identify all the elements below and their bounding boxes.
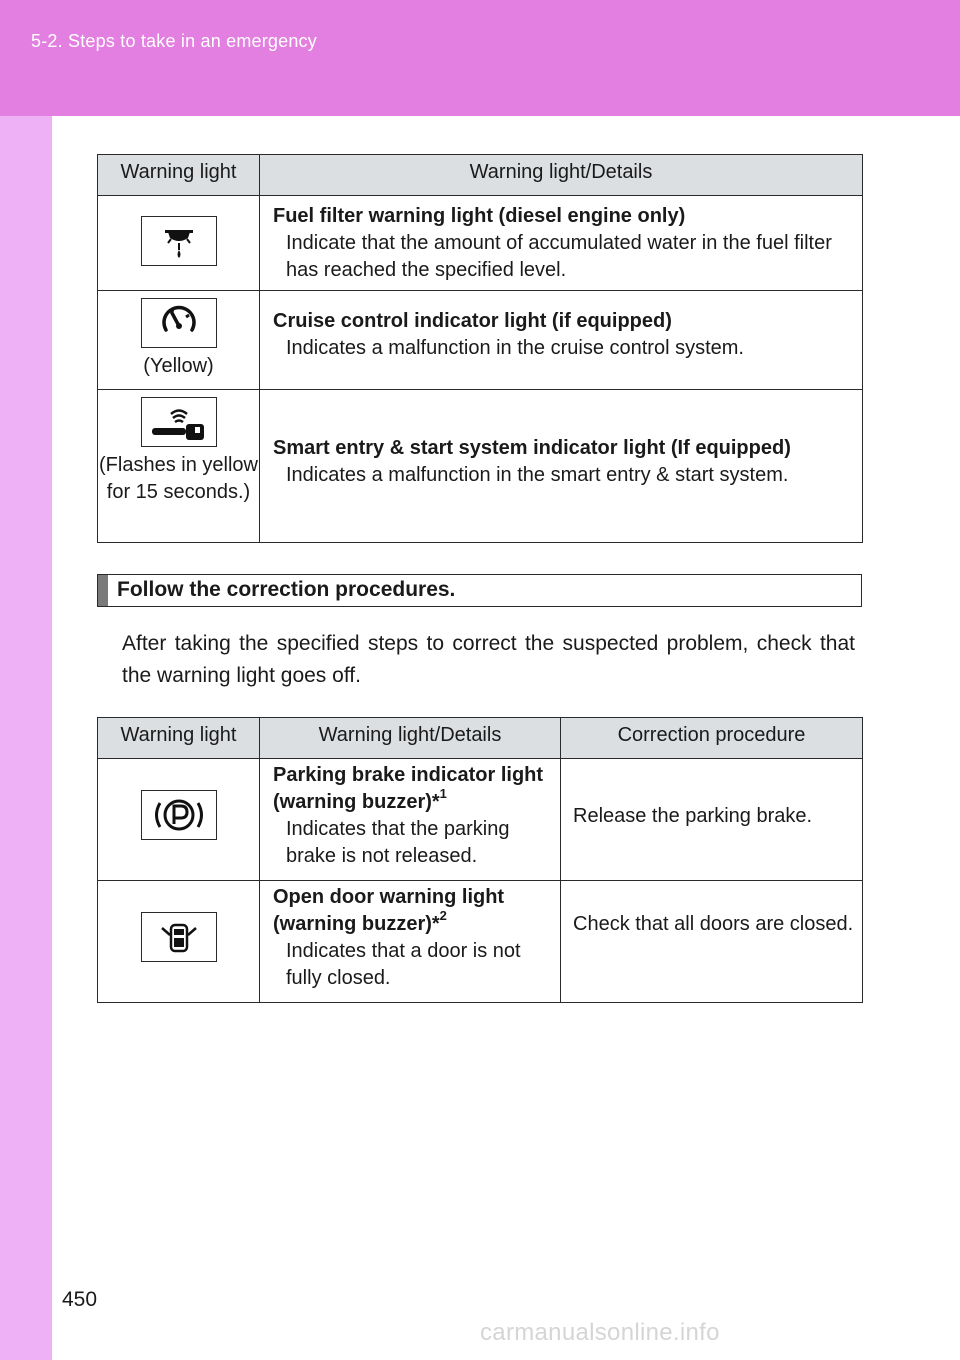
watermark: carmanualsonline.info [480, 1319, 720, 1346]
column-header-warning-light: Warning light [98, 155, 260, 196]
icon-cell [98, 881, 260, 1003]
warning-description: Indicate that the amount of accumulated water in the fuel filter has reached the specified level. [286, 232, 832, 281]
parking-brake-icon [141, 790, 217, 840]
warning-light-table-1 [97, 154, 863, 543]
page-number: 450 [62, 1288, 98, 1311]
details-cell [260, 759, 561, 881]
icon-cell [98, 759, 260, 881]
section-body-text: After taking the specified steps to correct the suspected problem, check that the warning light goes off. [122, 632, 855, 687]
warning-title-text: Open door warning light (warning buzzer)* [273, 886, 505, 935]
warning-description: Indicates a malfunction in the cruise control system. [286, 337, 744, 359]
heading-accent [98, 575, 108, 606]
warning-description: Indicates that a door is not fully closed. [286, 940, 521, 989]
icon-cell [98, 196, 260, 291]
warning-title: Fuel filter warning light (diesel engine only) [273, 205, 686, 227]
table-row [98, 390, 863, 543]
cruise-control-icon [141, 298, 217, 348]
footnote-marker: 2 [439, 908, 447, 924]
warning-title [273, 762, 552, 816]
icon-note: (Flashes in yellow for 15 seconds.) [99, 454, 258, 503]
warning-title [273, 884, 552, 938]
correction-cell: Release the parking brake. [561, 759, 863, 881]
details-cell [260, 390, 863, 543]
table-row [98, 291, 863, 390]
icon-note: (Yellow) [143, 355, 214, 377]
warning-description: Indicates a malfunction in the smart entry & start system. [286, 464, 789, 486]
section-title: 5-2. Steps to take in an emergency [31, 31, 317, 51]
warning-title: Smart entry & start system indicator light (If equipped) [273, 437, 791, 459]
fuel-filter-icon [141, 216, 217, 266]
icon-cell [98, 291, 260, 390]
section-heading: Follow the correction procedures. [117, 578, 456, 601]
icon-cell [98, 390, 260, 543]
warning-title: Cruise control indicator light (if equipped) [273, 310, 672, 332]
side-band [0, 116, 52, 1360]
table-row [98, 196, 863, 291]
header-band [0, 0, 960, 116]
column-header-details: Warning light/Details [260, 155, 863, 196]
warning-description: Indicates that the parking brake is not released. [286, 818, 510, 867]
table-row [98, 759, 863, 881]
details-cell [260, 291, 863, 390]
warning-light-table-2 [97, 717, 863, 1003]
open-door-icon [141, 912, 217, 962]
warning-title-text: Parking brake indicator light (warning buzzer)* [273, 764, 544, 813]
details-cell [260, 881, 561, 1003]
smart-key-icon [141, 397, 217, 447]
footnote-marker: 1 [439, 786, 447, 802]
section-heading-bar [97, 574, 862, 607]
column-header-correction: Correction procedure [561, 718, 863, 759]
column-header-warning-light: Warning light [98, 718, 260, 759]
table-row [98, 881, 863, 1003]
correction-cell: Check that all doors are closed. [561, 881, 863, 1003]
column-header-details: Warning light/Details [260, 718, 561, 759]
details-cell [260, 196, 863, 291]
